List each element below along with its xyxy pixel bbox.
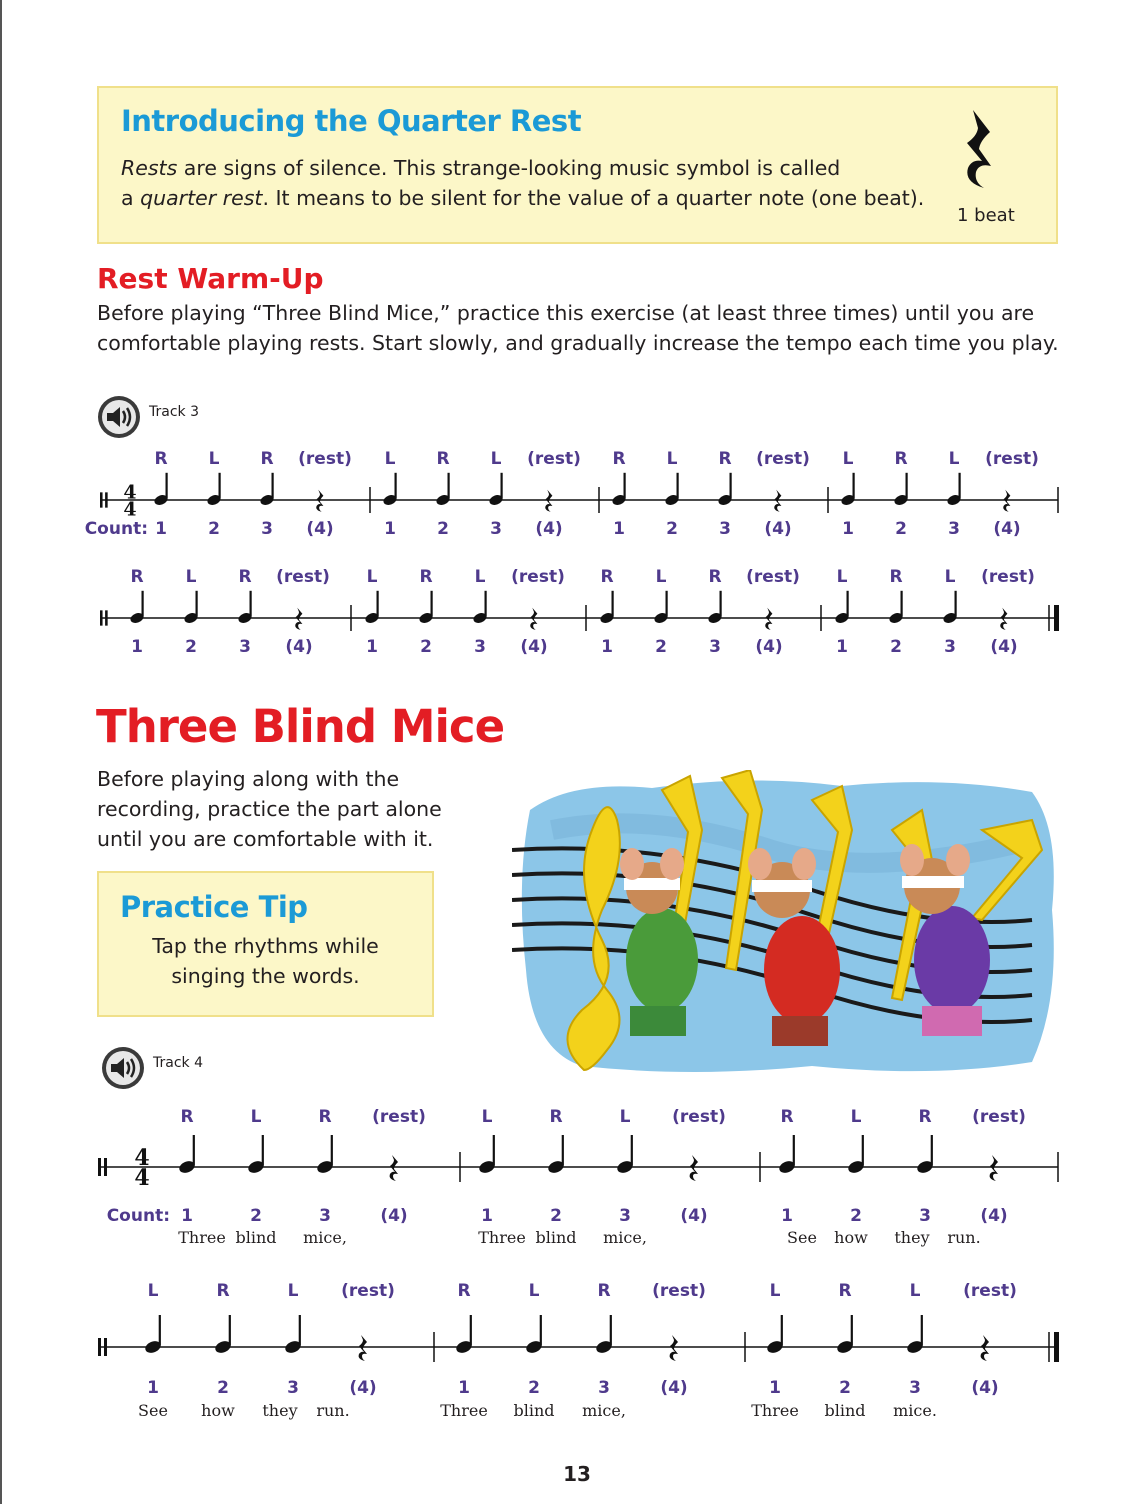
count-number: (4) — [980, 1206, 1008, 1226]
notation-row — [98, 1107, 1058, 1247]
percussion-clef — [104, 1338, 107, 1356]
speaker-icon — [101, 1046, 145, 1090]
count-number: 1 — [458, 1378, 470, 1398]
lyric-word: Three — [440, 1401, 488, 1420]
count-number: 1 — [147, 1378, 159, 1398]
count-number: 3 — [919, 1206, 931, 1226]
sticking-label: L — [842, 449, 854, 469]
sticking-label: R — [130, 567, 144, 587]
sticking-label: R — [180, 1107, 194, 1127]
quarter-rest — [295, 608, 302, 630]
intro-line-1-rest: are signs of silence. This strange-looking music symbol is called — [177, 156, 841, 180]
track-4-button[interactable] — [101, 1046, 221, 1092]
percussion-clef — [104, 1158, 107, 1176]
warmup-line-1: Before playing “Three Blind Mice,” practice this exercise (at least three times) until you are — [97, 301, 1035, 325]
lyric-word: blind — [535, 1228, 577, 1247]
count-number: 3 — [944, 637, 956, 657]
sticking-label: R — [318, 1107, 332, 1127]
lyric-word: how — [201, 1401, 235, 1420]
sticking-label: L — [909, 1281, 921, 1301]
count-number: 2 — [895, 519, 907, 539]
intro-line-1 — [121, 153, 840, 183]
time-signature-bottom: 4 — [123, 498, 137, 521]
track-3-label: Track 3 — [149, 404, 199, 420]
quarter-note — [707, 611, 723, 625]
percussion-clef — [105, 492, 108, 507]
quarter-rest-caption: 1 beat — [957, 205, 1015, 226]
lyric-word: mice, — [582, 1401, 626, 1420]
quarter-note — [259, 493, 275, 507]
count-number: 2 — [839, 1378, 851, 1398]
sticking-label: L — [481, 1107, 493, 1127]
sticking-label: L — [836, 567, 848, 587]
sticking-label: R — [597, 1281, 611, 1301]
count-number: 3 — [709, 637, 721, 657]
quarter-note — [595, 1339, 614, 1355]
quarter-note — [178, 1159, 197, 1175]
sticking-label: R — [216, 1281, 230, 1301]
quarter-note — [129, 611, 145, 625]
quarter-note — [599, 611, 615, 625]
sticking-label: R — [838, 1281, 852, 1301]
count-number: 3 — [490, 519, 502, 539]
sticking-label: L — [287, 1281, 299, 1301]
percussion-clef — [100, 492, 103, 507]
sticking-label: (rest) — [372, 1107, 426, 1127]
quarter-note — [717, 493, 733, 507]
intro-rests-word: Rests — [121, 156, 178, 180]
quarter-note — [284, 1339, 303, 1355]
page-edge — [0, 0, 2, 1504]
count-number: (4) — [660, 1378, 688, 1398]
count-number: 3 — [287, 1378, 299, 1398]
sticking-label: L — [666, 449, 678, 469]
intro-line-2 — [121, 183, 924, 213]
song-title: Three Blind Mice — [96, 700, 505, 753]
quarter-note — [547, 1159, 566, 1175]
time-signature-bottom: 4 — [134, 1165, 150, 1191]
count-number: 2 — [850, 1206, 862, 1226]
count-number: 2 — [890, 637, 902, 657]
count-number: 1 — [601, 637, 613, 657]
intro-title: Introducing the Quarter Rest — [121, 104, 582, 138]
sticking-label: (rest) — [963, 1281, 1017, 1301]
quarter-rest — [774, 490, 781, 512]
lyric-word: run. — [947, 1228, 981, 1247]
count-number: 2 — [550, 1206, 562, 1226]
quarter-rest — [670, 1335, 678, 1361]
count-number: (4) — [764, 519, 792, 539]
quarter-note — [382, 493, 398, 507]
count-number: 2 — [655, 637, 667, 657]
quarter-note — [946, 493, 962, 507]
quarter-note — [942, 611, 958, 625]
notation-row — [85, 449, 1058, 539]
time-signature-top: 4 — [123, 481, 137, 504]
quarter-note — [478, 1159, 497, 1175]
count-number: (4) — [535, 519, 563, 539]
sticking-label: L — [208, 449, 220, 469]
quarter-note — [778, 1159, 797, 1175]
quarter-rest — [981, 1335, 989, 1361]
count-number: 1 — [155, 519, 167, 539]
sticking-label: R — [718, 449, 732, 469]
quarter-note — [653, 611, 669, 625]
count-number: 3 — [909, 1378, 921, 1398]
quarter-rest — [690, 1155, 698, 1181]
count-number: 2 — [666, 519, 678, 539]
sticking-label: R — [549, 1107, 563, 1127]
percussion-clef — [100, 610, 103, 625]
count-number: (4) — [306, 519, 334, 539]
sticking-label: (rest) — [972, 1107, 1026, 1127]
intro-line-2-rest: . It means to be silent for the value of a quarter note (one beat). — [262, 186, 925, 210]
sticking-label: (rest) — [511, 567, 565, 587]
sticking-label: (rest) — [276, 567, 330, 587]
quarter-note — [364, 611, 380, 625]
sticking-label: R — [238, 567, 252, 587]
count-number: 1 — [366, 637, 378, 657]
lyric-word: they — [262, 1401, 298, 1420]
quarter-note — [847, 1159, 866, 1175]
song-intro-line-3: until you are comfortable with it. — [97, 827, 434, 851]
quarter-note — [916, 1159, 935, 1175]
count-number: 2 — [528, 1378, 540, 1398]
count-number: (4) — [380, 1206, 408, 1226]
quarter-note — [840, 493, 856, 507]
count-number: 3 — [261, 519, 273, 539]
count-number: 1 — [384, 519, 396, 539]
quarter-note — [488, 493, 504, 507]
count-number: 3 — [619, 1206, 631, 1226]
time-signature-top: 4 — [134, 1145, 150, 1171]
count-number: (4) — [349, 1378, 377, 1398]
song-intro-line-1: Before playing along with the — [97, 767, 400, 791]
lyric-word: See — [138, 1401, 168, 1420]
count-label: Count: — [84, 519, 148, 539]
sticking-label: L — [619, 1107, 631, 1127]
count-number: 3 — [319, 1206, 331, 1226]
count-number: 1 — [836, 637, 848, 657]
page-number: 13 — [563, 1462, 591, 1486]
quarter-note — [906, 1339, 925, 1355]
sticking-label: (rest) — [341, 1281, 395, 1301]
quarter-rest — [530, 608, 537, 630]
sticking-label: L — [147, 1281, 159, 1301]
quarter-rest — [390, 1155, 398, 1181]
count-number: 3 — [239, 637, 251, 657]
sticking-label: (rest) — [652, 1281, 706, 1301]
sticking-label: R — [457, 1281, 471, 1301]
notation-row — [100, 567, 1059, 657]
count-number: 3 — [948, 519, 960, 539]
sticking-label: L — [185, 567, 197, 587]
sticking-label: R — [600, 567, 614, 587]
lyric-word: Three — [751, 1401, 799, 1420]
count-number: (4) — [285, 637, 313, 657]
sticking-label: R — [154, 449, 168, 469]
sticking-label: R — [436, 449, 450, 469]
quarter-note — [836, 1339, 855, 1355]
intro-line-2-pre: a — [121, 186, 141, 210]
count-number: 1 — [613, 519, 625, 539]
quarter-note — [455, 1339, 474, 1355]
count-number: 2 — [420, 637, 432, 657]
quarter-note — [834, 611, 850, 625]
lyric-word: mice. — [893, 1401, 937, 1420]
quarter-rest — [359, 1335, 367, 1361]
sticking-label: R — [708, 567, 722, 587]
count-number: 3 — [598, 1378, 610, 1398]
quarter-note — [664, 493, 680, 507]
quarter-note — [206, 493, 222, 507]
sticking-label: L — [384, 449, 396, 469]
count-number: 1 — [131, 637, 143, 657]
sticking-label: R — [260, 449, 274, 469]
quarter-rest-icon — [960, 108, 1000, 190]
quarter-note — [247, 1159, 266, 1175]
quarter-note — [316, 1159, 335, 1175]
lyric-word: Three — [478, 1228, 526, 1247]
track-3-button[interactable] — [97, 395, 217, 441]
sticking-label: L — [490, 449, 502, 469]
quarter-note — [214, 1339, 233, 1355]
warmup-line-2: comfortable playing rests. Start slowly, and gradually increase the tempo each time you play. — [97, 331, 1059, 355]
lyric-word: blind — [824, 1401, 866, 1420]
lyric-word: See — [787, 1228, 817, 1247]
count-number: 1 — [181, 1206, 193, 1226]
percussion-clef — [98, 1158, 101, 1176]
sticking-label: L — [769, 1281, 781, 1301]
count-number: (4) — [680, 1206, 708, 1226]
lyric-word: they — [894, 1228, 930, 1247]
count-label: Count: — [106, 1206, 170, 1226]
percussion-clef — [105, 610, 108, 625]
quarter-note — [418, 611, 434, 625]
sticking-label: R — [889, 567, 903, 587]
practice-tip-line-1: Tap the rhythms while — [152, 934, 379, 958]
count-number: 3 — [474, 637, 486, 657]
lyric-word: blind — [513, 1401, 555, 1420]
sticking-label: L — [528, 1281, 540, 1301]
count-number: 2 — [250, 1206, 262, 1226]
lyric-word: Three — [178, 1228, 226, 1247]
sticking-label: L — [250, 1107, 262, 1127]
song-intro-line-2: recording, practice the part alone — [97, 797, 442, 821]
count-number: 3 — [719, 519, 731, 539]
count-number: 2 — [437, 519, 449, 539]
practice-tip-line-2: singing the words. — [171, 964, 360, 988]
quarter-note — [893, 493, 909, 507]
count-number: 1 — [842, 519, 854, 539]
sticking-label: R — [780, 1107, 794, 1127]
track-4-label: Track 4 — [153, 1055, 203, 1071]
sticking-label: R — [419, 567, 433, 587]
count-number: 2 — [208, 519, 220, 539]
quarter-rest — [316, 490, 323, 512]
warmup-title: Rest Warm-Up — [97, 262, 324, 295]
count-number: (4) — [971, 1378, 999, 1398]
quarter-note — [525, 1339, 544, 1355]
sticking-label: (rest) — [981, 567, 1035, 587]
count-number: (4) — [990, 637, 1018, 657]
sticking-label: (rest) — [672, 1107, 726, 1127]
quarter-note — [611, 493, 627, 507]
quarter-rest — [545, 490, 552, 512]
sticking-label: (rest) — [527, 449, 581, 469]
quarter-note — [888, 611, 904, 625]
sticking-label: (rest) — [756, 449, 810, 469]
sticking-label: R — [918, 1107, 932, 1127]
lyric-word: blind — [235, 1228, 277, 1247]
blind-mice-illustration — [512, 770, 1064, 1082]
quarter-note — [435, 493, 451, 507]
count-number: 2 — [217, 1378, 229, 1398]
sticking-label: (rest) — [298, 449, 352, 469]
intro-quarter-rest-word: quarter rest — [140, 186, 263, 210]
practice-tip-title: Practice Tip — [120, 890, 308, 924]
sticking-label: L — [948, 449, 960, 469]
percussion-clef — [98, 1338, 101, 1356]
quarter-note — [153, 493, 169, 507]
sticking-label: (rest) — [985, 449, 1039, 469]
count-number: 1 — [481, 1206, 493, 1226]
sticking-label: L — [474, 567, 486, 587]
final-bar-thick — [1054, 605, 1059, 631]
sticking-label: L — [655, 567, 667, 587]
count-number: (4) — [520, 637, 548, 657]
quarter-rest — [765, 608, 772, 630]
sticking-label: L — [366, 567, 378, 587]
lyric-word: how — [834, 1228, 868, 1247]
quarter-note — [766, 1339, 785, 1355]
quarter-note — [616, 1159, 635, 1175]
quarter-note — [183, 611, 199, 625]
quarter-rest — [1000, 608, 1007, 630]
sticking-label: L — [850, 1107, 862, 1127]
lyric-word: mice, — [303, 1228, 347, 1247]
lyric-word: mice, — [603, 1228, 647, 1247]
lyric-word: run. — [316, 1401, 350, 1420]
quarter-rest — [990, 1155, 998, 1181]
sticking-label: R — [612, 449, 626, 469]
sticking-label: L — [944, 567, 956, 587]
quarter-note — [472, 611, 488, 625]
count-number: (4) — [755, 637, 783, 657]
quarter-note — [144, 1339, 163, 1355]
sticking-label: R — [894, 449, 908, 469]
count-number: 2 — [185, 637, 197, 657]
sticking-label: (rest) — [746, 567, 800, 587]
quarter-note — [237, 611, 253, 625]
count-number: 1 — [769, 1378, 781, 1398]
count-number: (4) — [993, 519, 1021, 539]
final-bar-thick — [1054, 1332, 1059, 1362]
speaker-icon — [97, 395, 141, 439]
notation-row — [98, 1281, 1059, 1420]
quarter-rest — [1003, 490, 1010, 512]
count-number: 1 — [781, 1206, 793, 1226]
